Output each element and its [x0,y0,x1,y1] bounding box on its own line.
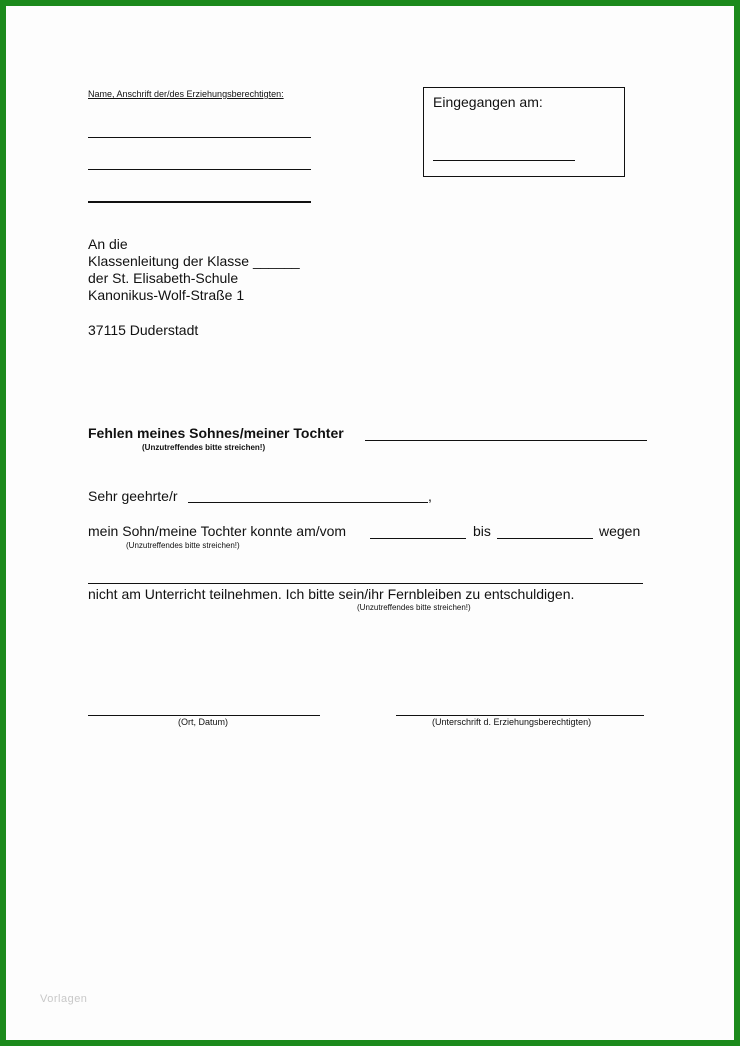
salutation-comma: , [428,488,432,504]
sentence-part1: mein Sohn/meine Tochter konnte am/vom [88,523,347,539]
sender-line-3[interactable] [88,201,311,203]
address-line-3: der St. Elisabeth-Schule [88,270,239,286]
salutation-name-line[interactable] [188,502,428,503]
address-city: 37115 Duderstadt [88,322,199,338]
sentence-bis: bis [473,523,491,539]
recipient-address [88,236,300,304]
place-date-line[interactable] [88,715,320,716]
address-line-2: Klassenleitung der Klasse ______ [88,253,300,269]
sentence-part2: nicht am Unterricht teilnehmen. Ich bitte sein/ihr Fernbleiben zu entschuldigen. [88,586,575,602]
sentence-note-1: (Unzutreffendes bitte streichen!) [126,541,240,550]
reason-line[interactable] [88,583,643,584]
sender-line-1[interactable] [88,137,311,138]
received-title: Eingegangen am: [433,94,543,110]
subject-note: (Unzutreffendes bitte streichen!) [142,443,266,452]
subject-line[interactable] [365,440,647,441]
address-line-1: An die [88,236,128,252]
subject-heading: Fehlen meines Sohnes/meiner Tochter [88,425,344,441]
received-box [423,87,625,177]
signature-line[interactable] [396,715,644,716]
sentence-note-2: (Unzutreffendes bitte streichen!) [357,603,471,612]
signature-label: (Unterschrift d. Erziehungsberechtigten) [432,717,592,727]
salutation: Sehr geehrte/r [88,488,178,504]
to-date-line[interactable] [497,538,593,539]
received-date-line[interactable] [433,160,575,161]
watermark-text: Vorlagen [40,993,88,1005]
place-date-label: (Ort, Datum) [178,717,229,727]
address-line-4: Kanonikus-Wolf-Straße 1 [88,287,245,303]
sender-line-2[interactable] [88,169,311,170]
from-date-line[interactable] [370,538,466,539]
sender-label: Name, Anschrift der/des Erziehungsberechtigten: [88,89,284,99]
sentence-wegen: wegen [599,523,641,539]
